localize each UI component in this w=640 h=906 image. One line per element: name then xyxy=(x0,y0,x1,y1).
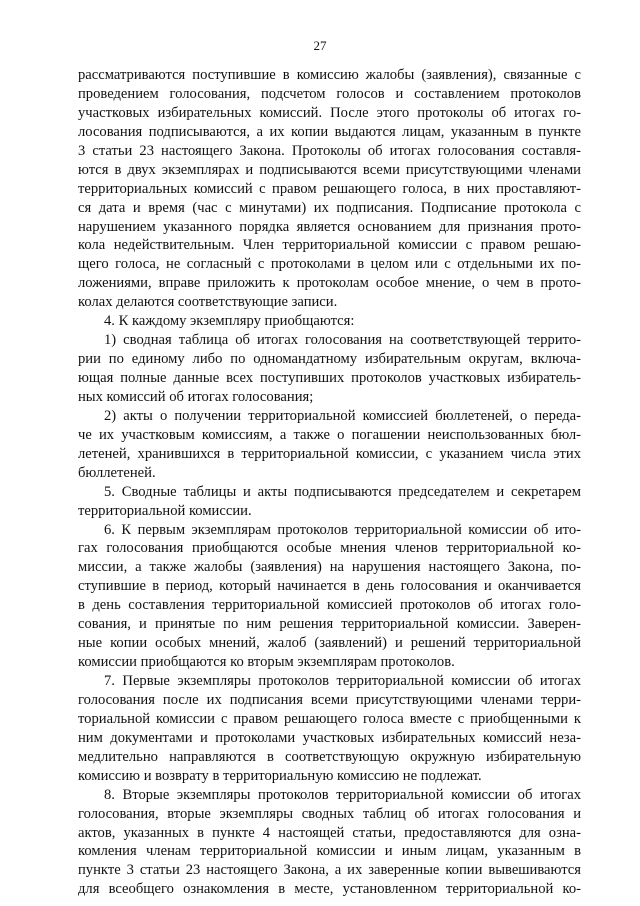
text-line: территориальной комиссии. xyxy=(78,502,252,519)
text-line: сования, и принятые по ним решения территориальной комиссии. Заверен- xyxy=(78,616,581,633)
text-line: проведением голосования, подсчетом голосов и составлением протоколов xyxy=(78,85,581,102)
text-line: 7. Первые экземпляры протоколов территориальной комиссии об итогах xyxy=(104,673,581,689)
text-line: летеней, хранившихся в территориальной комиссии, с указанием числа этих xyxy=(78,445,581,462)
text-line: участковых избирательных комиссий. После этого протоколы об итогах го- xyxy=(78,104,581,121)
text-line: голосования, вторые экземпляры сводных таблиц об итогах голосования и xyxy=(78,805,581,822)
text-line: 1) сводная таблица об итогах голосования на соответствующей террито- xyxy=(104,332,581,349)
text-line: щего голоса, не согласный с протоколами в целом или с отдельными их по- xyxy=(78,256,581,273)
text-line: рии по единому либо по одномандатному избирательным округам, включа- xyxy=(78,351,581,368)
text-line: 4. К каждому экземпляру приобщаются: xyxy=(104,313,355,330)
text-line: комиссию и возврату в территориальную комиссию не подлежат. xyxy=(78,767,482,784)
text-line: ных комиссий об итогах голосования; xyxy=(78,388,314,405)
text-line: гах голосования приобщаются особые мнения членов территориальной ко- xyxy=(78,540,581,557)
text-line: комиссии приобщаются ко вторым экземплярам протоколов. xyxy=(78,654,455,671)
text-line: ториальной комиссии с правом решающего голоса вместе с приобщенными к xyxy=(78,710,581,727)
text-line: ные копии особых мнений, жалоб (заявлений) и решений территориальной xyxy=(78,635,581,652)
text-line: ся дата и время (час с минутами) их подписания. Подписание протокола с xyxy=(78,199,581,216)
text-line: 8. Вторые экземпляры протоколов территориальной комиссии об итогах xyxy=(104,786,581,803)
text-line: ющая полные данные всех поступивших протоколов участковых избиратель- xyxy=(78,370,581,386)
text-line: территориальных комиссий с правом решающего голоса, в них проставляют- xyxy=(78,180,581,197)
text-line: нарушением указанного порядка является основанием для признания прото- xyxy=(78,218,581,235)
text-line: миссии, а также жалобы (заявления) на нарушения настоящего Закона, по- xyxy=(78,559,581,576)
text-line: ются в двух экземплярах и подписываются всеми присутствующими членами xyxy=(78,161,581,178)
text-line: для всеобщего ознакомления в месте, установленном территориальной ко- xyxy=(78,881,581,898)
text-line: лосования подписываются, а их копии выдаются лицам, указанным в пункте xyxy=(78,123,581,140)
text-line: 2) акты о получении территориальной комиссией бюллетеней, о переда- xyxy=(104,407,581,424)
text-line: 5. Сводные таблицы и акты подписываются председателем и секретарем xyxy=(104,483,581,500)
text-line: 3 статьи 23 настоящего Закона. Протоколы об итогах голосования составля- xyxy=(78,142,581,159)
text-line: бюллетеней. xyxy=(78,464,156,481)
text-line: 6. К первым экземплярам протоколов территориальной комиссии об ито- xyxy=(104,521,581,538)
text-line: ложениями, вправе приложить к протоколам особое мнение, о чем в прото- xyxy=(78,275,581,292)
text-line: кола недействительным. Член территориальной комиссии с правом решаю- xyxy=(78,237,581,254)
text-line: рассматриваются поступившие в комиссию жалобы (заявления), связанные с xyxy=(78,67,581,83)
text-line: ступившие в период, который начинается в день голосования и оканчивается xyxy=(78,578,581,595)
text-line: пункте 3 статьи 23 настоящего Закона, а их заверенные копии вывешиваются xyxy=(78,862,581,879)
text-line: че их участковым комиссиям, а также о погашении неиспользованных бюл- xyxy=(78,426,581,443)
text-line: медлительно направляются в соответствующую окружную избирательную xyxy=(78,748,581,765)
text-line: голосования после их подписания всеми присутствующими членами терри- xyxy=(78,691,581,708)
text-line: комления членам территориальной комиссии и иным лицам, указанным в xyxy=(78,843,581,860)
page-number: 27 xyxy=(313,38,327,53)
text-line: в день составления территориальной комиссией протоколов об итогах голо- xyxy=(78,597,581,614)
text-line: ним документами и протоколами участковых избирательных комиссий неза- xyxy=(78,729,581,746)
text-line: колах делаются соответствующие записи. xyxy=(78,294,338,311)
document-body xyxy=(78,66,581,899)
text-line: актов, указанных в пункте 4 настоящей статьи, предоставляются для озна- xyxy=(78,824,581,841)
